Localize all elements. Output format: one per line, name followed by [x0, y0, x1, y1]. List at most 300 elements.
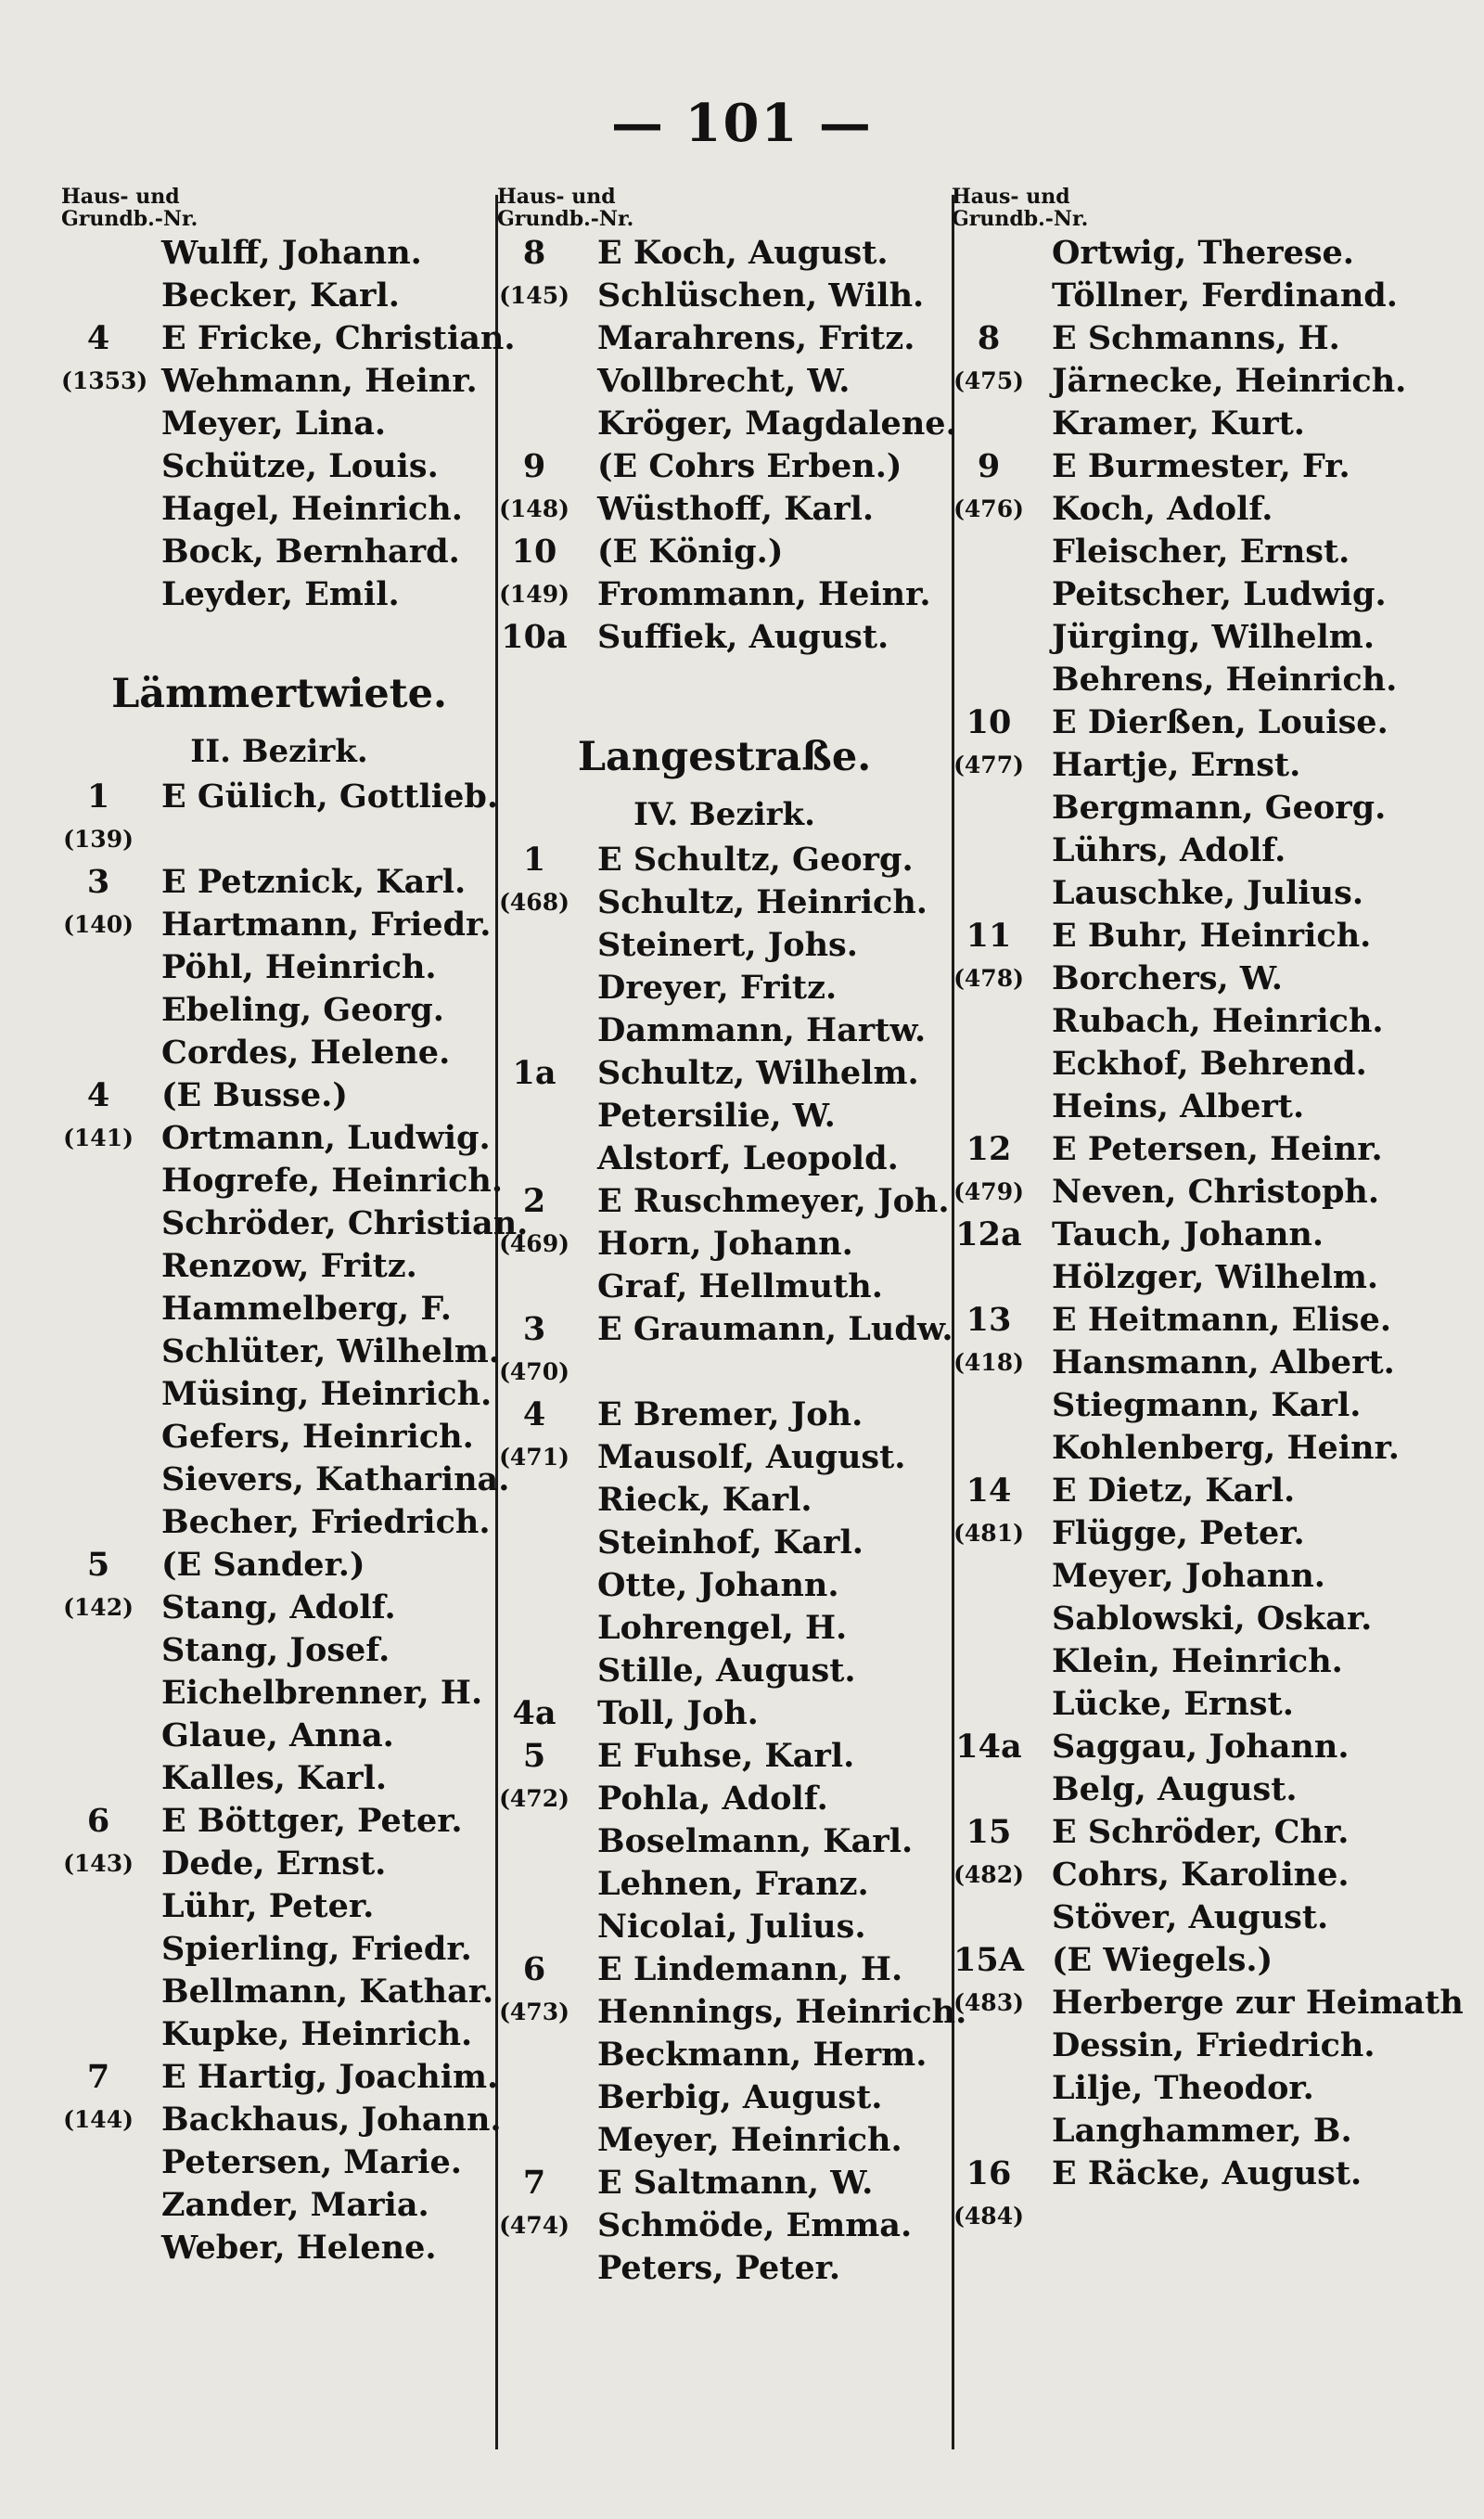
directory-entry	[497, 1650, 952, 1692]
resident-name: Sablowski, Oskar.	[1052, 1600, 1373, 1638]
resident-name: (E König.)	[597, 533, 784, 571]
directory-entry	[497, 1394, 952, 1436]
resident-name: Wehmann, Heinr.	[161, 362, 478, 400]
resident-name: Rubach, Heinrich.	[1052, 1002, 1384, 1040]
house-number: (484)	[953, 2203, 1024, 2230]
resident-name: Ortwig, Therese.	[1052, 234, 1354, 272]
column-header	[952, 186, 1452, 232]
house-number: 4	[86, 1076, 110, 1114]
directory-entry	[61, 1459, 510, 1501]
directory-entry	[497, 2076, 952, 2119]
resident-name: Steinhof, Karl.	[597, 1523, 864, 1562]
directory-entry	[61, 1928, 497, 1971]
resident-name: Meyer, Johann.	[1052, 1557, 1325, 1595]
resident-name: Backhaus, Johann.	[161, 2101, 502, 2139]
directory-entry	[497, 403, 957, 445]
directory-entry	[497, 1436, 952, 1479]
directory-entry	[952, 915, 1452, 957]
directory-entry	[952, 616, 1452, 659]
directory-entry	[497, 573, 952, 616]
resident-name: E Räcke, August.	[1052, 2154, 1362, 2192]
resident-name: Ebeling, Georg.	[161, 991, 444, 1029]
directory-entry	[952, 1427, 1452, 1470]
resident-name: Hennings, Heinrich.	[597, 1993, 967, 2031]
directory-entry	[952, 829, 1452, 872]
house-number: 3	[522, 1310, 546, 1348]
directory-entry	[61, 1117, 497, 1160]
directory-entry	[61, 1971, 497, 2013]
house-number: (141)	[63, 1125, 134, 1151]
page-number: — 101 —	[611, 93, 873, 154]
directory-entry	[497, 531, 952, 573]
directory-entry	[497, 839, 952, 881]
resident-name: Glaue, Anna.	[161, 1716, 394, 1754]
house-number: 1	[86, 778, 110, 816]
resident-name: Graf, Hellmuth.	[597, 1267, 883, 1305]
resident-name: Bellmann, Kathar.	[161, 1973, 494, 2011]
resident-name: (E Wiegels.)	[1052, 1941, 1273, 1979]
house-number: 14a	[955, 1728, 1022, 1766]
house-number: 2	[522, 1182, 546, 1220]
directory-entry	[952, 1342, 1452, 1384]
directory-entry	[497, 1564, 952, 1607]
house-number: 9	[522, 447, 546, 485]
resident-name: Schultz, Wilhelm.	[597, 1054, 919, 1092]
directory-entry	[952, 1086, 1452, 1128]
resident-name: Toll, Joh.	[597, 1694, 759, 1732]
column-header-line: Haus- und	[61, 185, 180, 209]
resident-name: E Graumann, Ludw.	[597, 1310, 953, 1348]
house-number: 10	[966, 703, 1012, 741]
resident-name: Lohrengel, H.	[597, 1609, 848, 1647]
directory-entry	[952, 1256, 1452, 1299]
resident-name: Dessin, Friedrich.	[1052, 2026, 1375, 2064]
directory-entry	[497, 1223, 952, 1266]
resident-name: Schröder, Christian.	[161, 1204, 529, 1242]
directory-entry	[61, 2013, 497, 2056]
resident-name: Lührs, Adolf.	[1052, 831, 1286, 869]
resident-name: Schlüschen, Wilh.	[597, 276, 925, 315]
directory-entry	[952, 1982, 1464, 2024]
column-header-line: Haus- und	[952, 185, 1070, 209]
resident-name: E Heitmann, Elise.	[1052, 1301, 1392, 1339]
directory-entry	[952, 1043, 1452, 1086]
directory-entry	[61, 861, 497, 904]
directory-entry	[952, 659, 1452, 701]
directory-entry	[952, 1939, 1452, 1982]
street-heading: Lämmertwiete.	[111, 671, 447, 717]
house-number: (139)	[63, 826, 134, 853]
directory-entry	[61, 1074, 497, 1117]
directory-entry	[952, 701, 1452, 744]
resident-name: E Schultz, Georg.	[597, 841, 914, 879]
resident-name: Dreyer, Fritz.	[597, 969, 838, 1007]
house-number: (149)	[499, 581, 569, 608]
resident-name: Otte, Johann.	[597, 1566, 839, 1604]
resident-name: Bock, Bernhard.	[161, 533, 460, 571]
directory-entry	[61, 1885, 497, 1928]
directory-entry	[61, 2099, 502, 2141]
house-number: 5	[86, 1546, 110, 1584]
resident-name: (E Sander.)	[161, 1546, 365, 1584]
directory-entry	[61, 531, 497, 573]
resident-name: Flügge, Peter.	[1052, 1514, 1305, 1552]
directory-entry	[952, 1768, 1452, 1811]
resident-name: Boselmann, Karl.	[597, 1822, 914, 1860]
directory-entry	[952, 1854, 1452, 1896]
directory-entry	[61, 2056, 497, 2099]
directory-entry	[61, 1245, 497, 1288]
resident-name: Nicolai, Julius.	[597, 1908, 866, 1946]
directory-entry	[952, 1128, 1452, 1171]
directory-entry	[952, 360, 1452, 403]
directory-entry	[952, 2195, 1452, 2238]
resident-name: Schlüter, Wilhelm.	[161, 1332, 500, 1370]
resident-name: Hölzger, Wilhelm.	[1052, 1258, 1379, 1296]
resident-name: Lilje, Theodor.	[1052, 2069, 1314, 2107]
house-number: (145)	[499, 282, 569, 309]
house-number: 12a	[955, 1215, 1022, 1253]
house-number: (470)	[499, 1358, 569, 1385]
directory-entry	[497, 445, 952, 488]
spacer	[61, 616, 497, 638]
directory-entry	[952, 1299, 1452, 1342]
directory-entry	[497, 2034, 952, 2076]
house-number: (474)	[499, 2212, 569, 2239]
house-number: 11	[966, 917, 1012, 955]
directory-entry	[61, 1544, 497, 1587]
directory-entry	[61, 1202, 529, 1245]
resident-name: E Buhr, Heinrich.	[1052, 917, 1372, 955]
resident-name: E Petznick, Karl.	[161, 863, 467, 901]
resident-name: Pohla, Adolf.	[597, 1780, 828, 1818]
resident-name: Tauch, Johann.	[1052, 1215, 1324, 1253]
resident-name: Töllner, Ferdinand.	[1052, 276, 1398, 315]
resident-name: E Dierßen, Louise.	[1052, 703, 1388, 741]
directory-entry	[952, 275, 1452, 317]
house-number: 6	[522, 1950, 546, 1988]
directory-entry	[497, 967, 952, 1009]
house-number: 8	[977, 319, 1001, 357]
resident-name: Herberge zur Heimath	[1052, 1984, 1464, 2022]
house-number: (142)	[63, 1594, 134, 1621]
resident-name: Spierling, Friedr.	[161, 1930, 472, 1968]
directory-entry	[952, 787, 1452, 829]
resident-name: E Petersen, Heinr.	[1052, 1130, 1383, 1168]
directory-entry	[952, 1811, 1452, 1854]
column-header-line: Grundb.-Nr.	[61, 207, 198, 231]
directory-entry	[497, 2162, 952, 2204]
resident-name: Cordes, Helene.	[161, 1034, 451, 1072]
resident-name: Petersen, Marie.	[161, 2143, 462, 2181]
resident-name: E Bremer, Joh.	[597, 1395, 864, 1433]
house-number: 8	[522, 234, 546, 272]
resident-name: Borchers, W.	[1052, 959, 1283, 997]
resident-name: Heins, Albert.	[1052, 1087, 1305, 1125]
directory-entry	[497, 360, 952, 403]
directory-entry	[952, 1896, 1452, 1939]
directory-entry	[497, 1095, 952, 1137]
resident-name: E Dietz, Karl.	[1052, 1472, 1296, 1510]
resident-name: (E Busse.)	[161, 1076, 348, 1114]
house-number: 13	[966, 1301, 1012, 1339]
resident-name: Rieck, Karl.	[597, 1481, 812, 1519]
resident-name: Lauschke, Julius.	[1052, 874, 1364, 912]
directory-entry	[952, 2153, 1452, 2195]
directory-entry	[952, 872, 1452, 915]
house-number: (418)	[953, 1349, 1024, 1376]
resident-name: Renzow, Fritz.	[161, 1247, 417, 1285]
house-number: (148)	[499, 495, 569, 522]
resident-name: Wüsthoff, Karl.	[597, 490, 875, 528]
resident-name: Zander, Maria.	[161, 2186, 429, 2224]
resident-name: Koch, Adolf.	[1052, 490, 1273, 528]
resident-name: Stiegmann, Karl.	[1052, 1386, 1362, 1424]
directory-entry	[61, 573, 497, 616]
directory-entry	[952, 232, 1452, 275]
resident-name: Lücke, Ernst.	[1052, 1685, 1294, 1723]
house-number: 9	[977, 447, 1001, 485]
resident-name: Kohlenberg, Heinr.	[1052, 1429, 1400, 1467]
resident-name: Schultz, Heinrich.	[597, 883, 928, 921]
resident-name: Meyer, Heinrich.	[597, 2121, 902, 2159]
directory-entry	[952, 445, 1452, 488]
house-number: (476)	[953, 495, 1024, 522]
resident-name: Beckmann, Herm.	[597, 2036, 928, 2074]
house-number: 12	[966, 1130, 1012, 1168]
district-heading: II. Bezirk.	[190, 733, 368, 770]
directory-entry	[61, 317, 516, 360]
directory-entry	[61, 989, 497, 1032]
directory-entry	[61, 1160, 504, 1202]
directory-entry	[61, 1587, 497, 1629]
house-number: 4a	[512, 1694, 556, 1732]
house-number: 14	[966, 1472, 1012, 1510]
directory-entry	[952, 1384, 1452, 1427]
directory-entry	[61, 1715, 497, 1757]
directory-entry	[497, 488, 952, 531]
directory-entry	[497, 2119, 952, 2162]
house-number: (482)	[953, 1861, 1024, 1888]
directory-entry	[952, 1171, 1452, 1214]
house-number: (140)	[63, 911, 134, 938]
house-number: (469)	[499, 1230, 569, 1257]
house-number: 10	[511, 533, 557, 571]
house-number: 5	[522, 1737, 546, 1775]
resident-name: Wulff, Johann.	[161, 234, 422, 272]
directory-entry	[952, 573, 1452, 616]
resident-name: E Koch, August.	[597, 234, 889, 272]
resident-name: Jürging, Wilhelm.	[1052, 618, 1375, 656]
directory-entry	[497, 616, 952, 659]
street-heading: Langestraße.	[577, 734, 872, 780]
directory-entry	[497, 1607, 952, 1650]
resident-name: Frommann, Heinr.	[597, 575, 931, 613]
directory-entry	[61, 1757, 497, 1800]
directory-entry	[497, 1479, 952, 1522]
house-number: (479)	[953, 1178, 1024, 1205]
directory-entry	[497, 1778, 952, 1820]
resident-name: Hammelberg, F.	[161, 1290, 452, 1328]
directory-entry	[497, 1522, 952, 1564]
house-number: (468)	[499, 889, 569, 916]
resident-name: Neven, Christoph.	[1052, 1173, 1380, 1211]
directory-entry	[497, 317, 952, 360]
directory-entry	[952, 2067, 1452, 2110]
resident-name: Hansmann, Albert.	[1052, 1343, 1395, 1382]
resident-name: E Schmanns, H.	[1052, 319, 1340, 357]
directory-entry	[61, 1330, 500, 1373]
house-number: 10a	[501, 618, 568, 656]
directory-entry	[497, 1820, 952, 1863]
resident-name: E Schröder, Chr.	[1052, 1813, 1350, 1851]
directory-entry	[497, 1351, 952, 1394]
resident-name: Kramer, Kurt.	[1052, 405, 1305, 443]
resident-name: Müsing, Heinrich.	[161, 1375, 493, 1413]
house-number: (1353)	[61, 367, 148, 394]
resident-name: Stille, August.	[597, 1651, 856, 1690]
directory-entry	[497, 1180, 952, 1223]
resident-name: Dammann, Hartw.	[597, 1011, 927, 1049]
resident-name: Schütze, Louis.	[161, 447, 439, 485]
resident-name: Mausolf, August.	[597, 1438, 906, 1476]
directory-entry	[497, 881, 952, 924]
directory-entry	[952, 2110, 1452, 2153]
resident-name: Peters, Peter.	[597, 2249, 841, 2287]
directory-entry	[61, 776, 497, 818]
directory-entry	[61, 445, 497, 488]
directory-entry	[952, 744, 1452, 787]
house-number: (478)	[953, 965, 1024, 992]
resident-name: Bergmann, Georg.	[1052, 789, 1387, 827]
resident-name: Schmöde, Emma.	[597, 2206, 913, 2244]
house-number: (472)	[499, 1785, 569, 1812]
directory-entry	[952, 403, 1452, 445]
directory-entry	[497, 275, 952, 317]
directory-entry	[61, 2184, 497, 2227]
directory-entry	[952, 1726, 1452, 1768]
directory-entry	[61, 488, 497, 531]
directory-entry	[61, 2141, 497, 2184]
directory-entry	[497, 1137, 952, 1180]
resident-name: Berbig, August.	[597, 2078, 883, 2116]
resident-name: Lehnen, Franz.	[597, 1865, 869, 1903]
resident-name: Becker, Karl.	[161, 276, 400, 315]
resident-name: Steinert, Johs.	[597, 926, 858, 964]
house-number: 7	[522, 2164, 546, 2202]
directory-entry	[952, 1214, 1452, 1256]
directory-entry	[497, 1906, 952, 1948]
resident-name: Järnecke, Heinrich.	[1052, 362, 1407, 400]
resident-name: Leyder, Emil.	[161, 575, 400, 613]
directory-entry	[61, 904, 497, 946]
house-number: 15	[966, 1813, 1012, 1851]
directory-entry	[952, 1598, 1452, 1640]
house-number: (471)	[499, 1444, 569, 1471]
house-number: 4	[86, 319, 110, 357]
spacer	[497, 659, 952, 701]
resident-name: Suffiek, August.	[597, 618, 889, 656]
resident-name: Belg, August.	[1052, 1770, 1298, 1808]
resident-name: Weber, Helene.	[161, 2229, 437, 2267]
directory-entry	[61, 1288, 497, 1330]
directory-entry	[61, 1629, 497, 1672]
resident-name: Stang, Adolf.	[161, 1588, 396, 1626]
directory-entry	[497, 2204, 952, 2247]
resident-name: Cohrs, Karoline.	[1052, 1856, 1350, 1894]
resident-name: E Lindemann, H.	[597, 1950, 903, 1988]
resident-name: E Fricke, Christian.	[161, 319, 516, 357]
directory-entry	[497, 1308, 952, 1351]
house-number: (475)	[953, 367, 1024, 394]
resident-name: Stöver, August.	[1052, 1898, 1329, 1936]
directory-entry	[61, 818, 497, 861]
directory-entry	[497, 1735, 952, 1778]
house-number: 3	[86, 863, 110, 901]
directory-entry	[952, 1512, 1452, 1555]
resident-name: Peitscher, Ludwig.	[1052, 575, 1387, 613]
directory-entry	[497, 1863, 952, 1906]
house-number: (143)	[63, 1850, 134, 1877]
directory-entry	[952, 957, 1452, 1000]
house-number: 4	[522, 1395, 546, 1433]
resident-name: E Fuhse, Karl.	[597, 1737, 855, 1775]
house-number: 15A	[953, 1941, 1024, 1979]
directory-entry	[952, 1683, 1452, 1726]
resident-name: E Ruschmeyer, Joh.	[597, 1182, 950, 1220]
column-3	[952, 185, 1464, 2238]
directory-entry	[952, 1470, 1452, 1512]
column-header	[61, 186, 497, 232]
resident-name: E Saltmann, W.	[597, 2164, 874, 2202]
resident-name: Saggau, Johann.	[1052, 1728, 1350, 1766]
house-number: (481)	[953, 1520, 1024, 1547]
directory-entry	[61, 946, 497, 989]
resident-name: Behrens, Heinrich.	[1052, 661, 1398, 699]
resident-name: E Hartig, Joachim.	[161, 2058, 499, 2096]
directory-entry	[952, 1000, 1452, 1043]
column-header	[497, 186, 952, 232]
directory-entry	[61, 360, 497, 403]
directory-entry	[497, 924, 952, 967]
directory-entry	[61, 1032, 497, 1074]
resident-name: (E Cohrs Erben.)	[597, 447, 902, 485]
directory-entry	[497, 1009, 952, 1052]
resident-name: Kupke, Heinrich.	[161, 2015, 473, 2053]
house-number: (144)	[63, 2106, 134, 2133]
directory-entry	[497, 1991, 967, 2034]
resident-name: E Gülich, Gottlieb.	[161, 778, 499, 816]
directory-entry	[497, 232, 952, 275]
directory-entry	[497, 1266, 952, 1308]
house-number: 6	[86, 1802, 110, 1840]
column-header-line: Grundb.-Nr.	[497, 207, 634, 231]
resident-name: E Böttger, Peter.	[161, 1802, 463, 1840]
resident-name: Vollbrecht, W.	[597, 362, 851, 400]
directory-entry	[952, 1555, 1452, 1598]
resident-name: Dede, Ernst.	[161, 1844, 387, 1883]
resident-name: Eckhof, Behrend.	[1052, 1045, 1367, 1083]
resident-name: Hogrefe, Heinrich.	[161, 1162, 504, 1200]
resident-name: Fleischer, Ernst.	[1052, 533, 1350, 571]
resident-name: Kröger, Magdalene.	[597, 405, 957, 443]
house-number: 7	[86, 2058, 110, 2096]
resident-name: Becher, Friedrich.	[161, 1503, 491, 1541]
resident-name: E Burmester, Fr.	[1052, 447, 1350, 485]
directory-entry	[497, 2247, 952, 2290]
house-number: 1a	[512, 1054, 556, 1092]
resident-name: Gefers, Heinrich.	[161, 1418, 474, 1456]
